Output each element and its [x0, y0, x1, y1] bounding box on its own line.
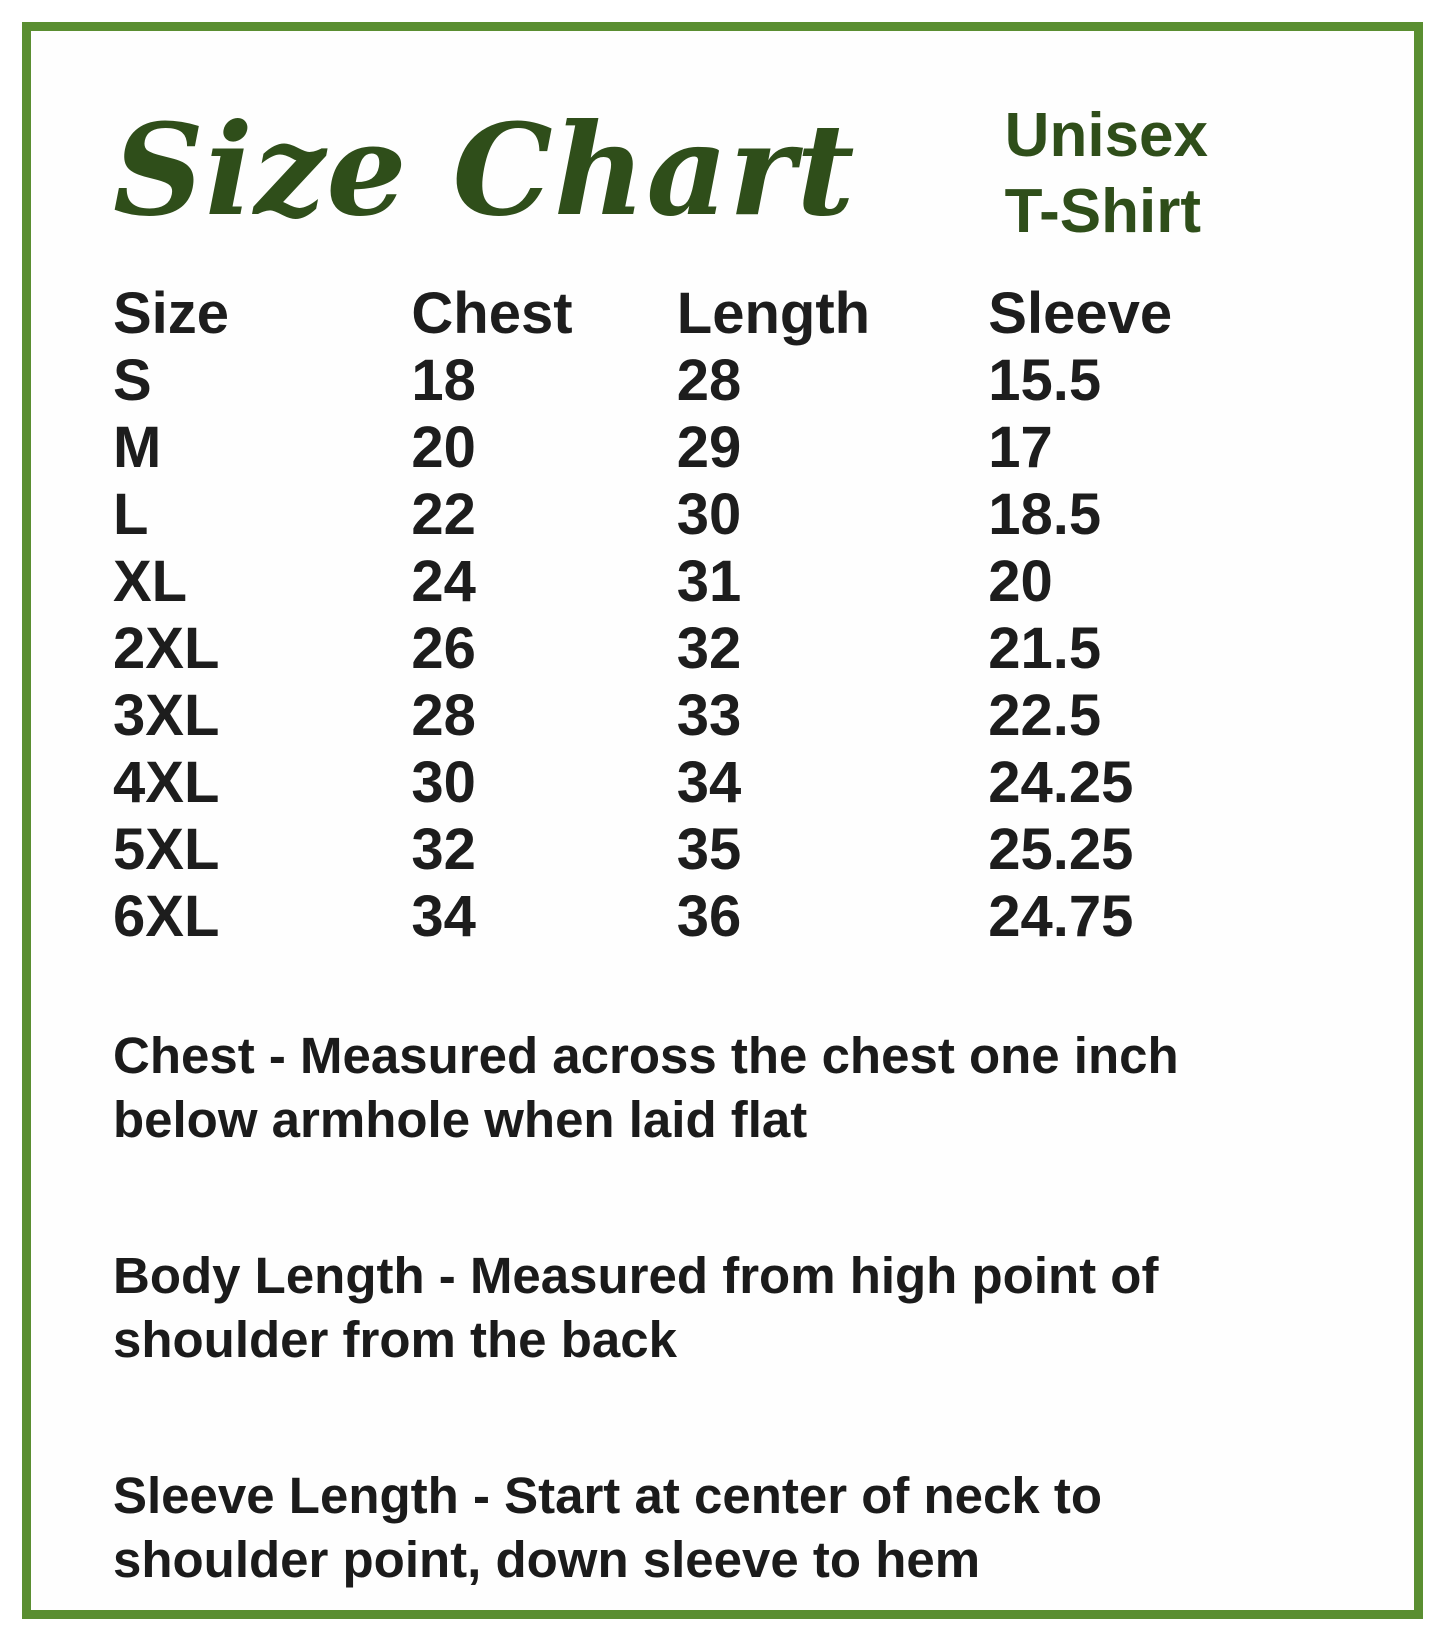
length-cell: 36	[676, 884, 742, 949]
measurement-notes	[113, 1024, 1366, 1592]
table-row	[113, 615, 1366, 682]
column-header-length: Length	[676, 281, 871, 346]
table-row	[113, 548, 1366, 615]
chest-cell: 20	[411, 415, 476, 480]
chest-cell: 34	[411, 884, 476, 949]
sleeve-cell: 20	[988, 549, 1053, 614]
chest-cell: 26	[411, 616, 476, 681]
product-name	[1005, 98, 1208, 250]
size-cell: S	[113, 348, 152, 413]
sleeve-cell: 21.5	[988, 616, 1102, 681]
sleeve-cell: 25.25	[988, 817, 1134, 882]
size-cell: 3XL	[113, 683, 220, 748]
length-cell: 28	[676, 348, 742, 413]
chest-cell: 32	[411, 817, 476, 882]
size-cell: 5XL	[113, 817, 220, 882]
length-cell: 34	[676, 750, 742, 815]
header-row	[113, 280, 1366, 347]
size-cell: 2XL	[113, 616, 220, 681]
column-header-size: Size	[113, 281, 230, 346]
chest-cell: 24	[411, 549, 476, 614]
sleeve-cell: 22.5	[988, 683, 1102, 748]
size-cell: 4XL	[113, 750, 220, 815]
table-row	[113, 481, 1366, 548]
product-name-line2: T-Shirt	[1004, 177, 1201, 246]
sleeve-cell: 24.25	[988, 750, 1134, 815]
size-table	[113, 280, 1366, 950]
size-cell: M	[113, 415, 162, 480]
size-chart-content	[31, 31, 1414, 1592]
length-cell: 35	[676, 817, 742, 882]
table-row	[113, 347, 1366, 414]
size-cell: XL	[113, 549, 188, 614]
length-cell: 33	[676, 683, 742, 748]
length-cell: 30	[676, 482, 742, 547]
chest-cell: 18	[411, 348, 476, 413]
table-row	[113, 816, 1366, 883]
column-header-chest: Chest	[411, 281, 573, 346]
length-cell: 32	[676, 616, 742, 681]
note-body-length: Body Length - Measured from high point of shoulder from the back	[113, 1247, 1159, 1368]
chest-cell: 22	[411, 482, 476, 547]
sleeve-cell: 24.75	[988, 884, 1134, 949]
size-cell: 6XL	[113, 884, 220, 949]
length-cell: 31	[676, 549, 742, 614]
size-table-body	[113, 347, 1366, 950]
header-row	[113, 86, 1366, 254]
green-border-frame	[22, 22, 1423, 1619]
table-row	[113, 682, 1366, 749]
page-title: Size Chart	[113, 96, 856, 244]
note-sleeve-length: Sleeve Length - Start at center of neck to shoulder point, down sleeve to hem	[113, 1467, 1103, 1588]
table-row	[113, 749, 1366, 816]
sleeve-cell: 18.5	[988, 482, 1102, 547]
chest-cell: 28	[411, 683, 476, 748]
sleeve-cell: 15.5	[988, 348, 1102, 413]
length-cell: 29	[676, 415, 742, 480]
note-chest: Chest - Measured across the chest one inch below armhole when laid flat	[113, 1027, 1179, 1148]
size-cell: L	[113, 482, 149, 547]
size-table-header	[113, 280, 1366, 347]
table-row	[113, 883, 1366, 950]
chest-cell: 30	[411, 750, 476, 815]
product-name-line1: Unisex	[1004, 101, 1208, 170]
column-header-sleeve: Sleeve	[988, 281, 1173, 346]
sleeve-cell: 17	[988, 415, 1053, 480]
table-row	[113, 414, 1366, 481]
